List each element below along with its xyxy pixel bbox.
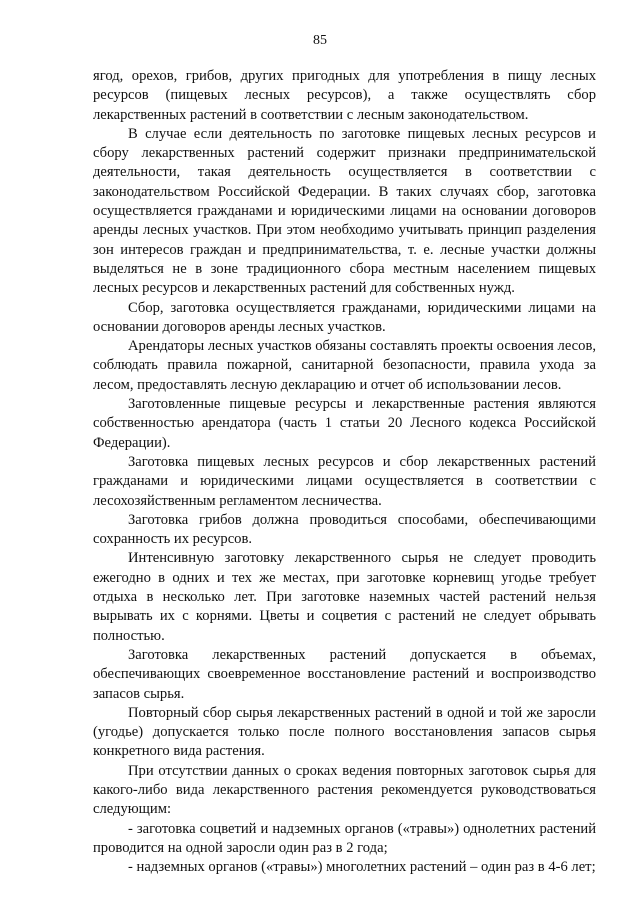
paragraph: Повторный сбор сырья лекарственных растений в одной и той же заросли (угодье) допускается только после полного восстановления запасов сырья конкретного вида растения. bbox=[93, 704, 596, 760]
page-number: 85 bbox=[313, 33, 327, 48]
paragraph: Арендаторы лесных участков обязаны составлять проекты освоения лесов, соблюдать правила пожарной, санитарной безопасности, правила ухода за лесом, предоставлять лесную декларацию и отчет об использовании лесов. bbox=[93, 338, 596, 393]
paragraph: Заготовленные пищевые ресурсы и лекарственные растения являются собственностью арендатора (часть 1 статьи 20 Лесного кодекса Российской Федерации). bbox=[93, 396, 596, 451]
paragraph: ягод, орехов, грибов, других пригодных для употребления в пищу лесных ресурсов (пищевых лесных ресурсов), а также осуществлять сбор лекарственных растений в соответствии с лесным законодательством. bbox=[93, 68, 596, 123]
paragraph: При отсутствии данных о сроках ведения повторных заготовок сырья для какого-либо вида лекарственного растения рекомендуется руководствоваться следующим: bbox=[93, 762, 596, 818]
paragraph: Заготовка пищевых лесных ресурсов и сбор лекарственных растений гражданами и юридическими лицами осуществляется в соответствии с лесохозяйственным регламентом лесничества. bbox=[93, 453, 596, 509]
paragraph: Интенсивную заготовку лекарственного сырья не следует проводить ежегодно в одних и тех же местах, при заготовке корневищ угодье требует отдыха в несколько лет. При заготовке наземных частей растений нельзя вырывать их с корнями. Цветы и соцветия с растений не следует обрывать полностью. bbox=[93, 550, 596, 644]
paragraph: В случае если деятельность по заготовке пищевых лесных ресурсов и сбору лекарственных растений содержит признаки предпринимательской деятельности, такая деятельность осуществляется в соответствии с законодательством Российской Федерации. В таких случаях сбор, заготовка осуществляется гражданами и юридическими лицами на основании договоров аренды лесных участков. При этом необходимо учитывать принцип разделения зон интересов граждан и предпринимательства, т. е. лесные участки должны выделяться не в зоне традиционного сбора местным населением пищевых лесных ресурсов и лекарственных растений для собственных нужд. bbox=[93, 125, 596, 297]
paragraph: Заготовка грибов должна проводиться способами, обеспечивающими сохранность их ресурсов. bbox=[93, 511, 596, 548]
paragraph: Заготовка лекарственных растений допускается в объемах, обеспечивающих своевременное восстановление растений и воспроизводство запасов сырья. bbox=[93, 646, 596, 702]
document-body bbox=[93, 67, 596, 877]
paragraph: Сбор, заготовка осуществляется гражданами, юридическими лицами на основании договоров аренды лесных участков. bbox=[93, 299, 596, 335]
list-item: - заготовка соцветий и надземных органов («травы») однолетних растений проводится на одной заросли один раз в 2 года; bbox=[93, 820, 596, 856]
list-item: - надземных органов («травы») многолетних растений – один раз в 4-6 лет; bbox=[128, 859, 596, 876]
